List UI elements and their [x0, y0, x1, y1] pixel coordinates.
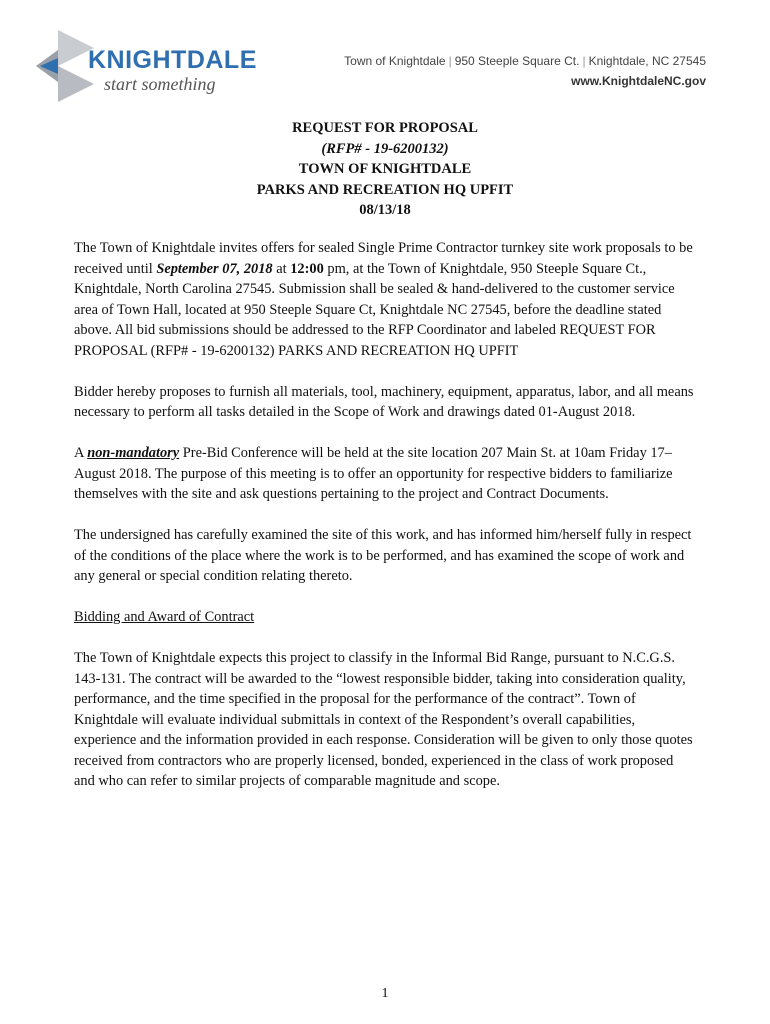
- p1-text-end: pm, at the Town of Knightdale, 950 Steeple Square Ct., Knightdale, North Carolina 27545. Submission shall be sealed & hand-delivered to the customer service area of Town Hall, located at 950 Steeple Square Ct, Knightdale NC 27545, before the deadline stated above. All bid submissions should be addressed to the RFP Coordinator and labeled REQUEST FOR PROPOSAL (RFP# - 19-6200132) PARKS AND RECREATION HQ UPFIT: [74, 260, 675, 359]
- title-line-1: REQUEST FOR PROPOSAL: [292, 120, 478, 136]
- document-title: [0, 118, 770, 221]
- address-line: Town of Knightdale | 950 Steeple Square Ct. | Knightdale, NC 27545: [344, 54, 706, 68]
- paragraph-site-examined: The undersigned has carefully examined the site of this work, and has informed him/herself fully in respect of the conditions of the place where the work is to be performed, and has examined the scope of work and any general or special condition relating thereto.: [74, 527, 692, 584]
- rfp-number: (RFP# - 19-6200132): [321, 140, 449, 157]
- letterhead: [0, 0, 770, 110]
- address-street: 950 Steeple Square Ct.: [454, 54, 580, 68]
- paragraph-prebid-conference: [74, 443, 694, 505]
- brand-name: KNIGHTDALE: [88, 46, 257, 74]
- brand-tagline: start something: [104, 74, 216, 94]
- address-city: Knightdale, NC 27545: [588, 54, 706, 68]
- deadline-time: 12:00: [290, 260, 324, 277]
- title-line-3: TOWN OF KNIGHTDALE: [298, 161, 472, 177]
- p1-text-start: The Town of Knightdale invites offers for sealed Single Prime Contractor turnkey site work proposals to be received until: [74, 240, 693, 277]
- title-date: 08/13/18: [359, 202, 411, 218]
- website-link[interactable]: www.KnightdaleNC.gov: [571, 74, 706, 88]
- non-mandatory-emphasis: non-mandatory: [87, 445, 180, 461]
- address-town: Town of Knightdale: [344, 54, 446, 68]
- page-number: 1: [381, 986, 389, 1001]
- p3-text-start: A: [74, 445, 88, 461]
- paragraph-invitation: [74, 238, 694, 361]
- section-heading-bidding: Bidding and Award of Contract: [74, 609, 255, 625]
- p3-text-end: Pre-Bid Conference will be held at the site location 207 Main St. at 10am Friday 17–August 2018. The purpose of this meeting is to offer an opportunity for respective bidders to familiarize themselves with the site and ask questions pertaining to the project and Contract Documents.: [74, 445, 673, 502]
- paragraph-bidder-proposes: Bidder hereby proposes to furnish all materials, tool, machinery, equipment, apparatus, labor, and all means necessary to perform all tasks detailed in the Scope of Work and drawings dated 01-August 2018.: [74, 383, 694, 420]
- document-body: [74, 238, 694, 812]
- title-line-4: PARKS AND RECREATION HQ UPFIT: [256, 181, 514, 198]
- knightdale-logo-mark-icon: [36, 30, 96, 102]
- deadline-date: September 07, 2018: [156, 260, 273, 277]
- p1-text-mid: at: [272, 260, 291, 277]
- paragraph-award: The Town of Knightdale expects this project to classify in the Informal Bid Range, pursuant to N.C.G.S. 143-131. The contract will be awarded to the “lowest responsible bidder, taking into consideration quality, performance, and the time specified in the proposal for the performance of the contract”. Town of Knightdale will evaluate individual submittals in context of the Respondent’s overall capabilities, experience and the information provided in each response. Consideration will be given to only those quotes received from contractors who are properly licensed, bonded, experienced in the class of work proposed and who can refer to similar projects of comparable magnitude and scope.: [74, 650, 693, 789]
- contact-block: [344, 51, 706, 91]
